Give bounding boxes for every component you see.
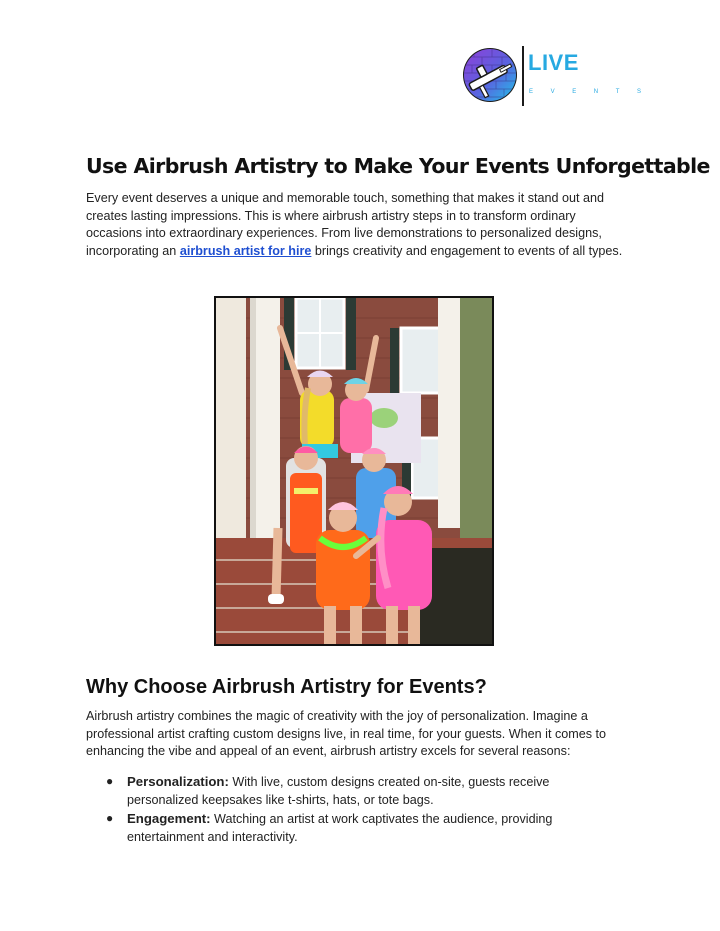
logo-letter: N bbox=[593, 89, 599, 95]
reason-label: Personalization: bbox=[127, 774, 229, 789]
intro-text-end: brings creativity and engagement to events of all types. bbox=[311, 243, 623, 258]
logo-letter: V bbox=[550, 89, 555, 95]
logo-letter: S bbox=[636, 89, 641, 95]
section-paragraph: Airbrush artistry combines the magic of creativity with the joy of personalization. Imagine a professional artist crafting custom designs live, in real time, for your guests. When it comes to enhancing the vibe and appeal of an event, airbrush artistry excels for several reasons: bbox=[86, 709, 607, 759]
logo-letter: E bbox=[529, 89, 534, 95]
bullet-icon: ● bbox=[106, 811, 114, 826]
logo-word: LIVE bbox=[528, 50, 579, 75]
event-photo bbox=[214, 296, 494, 646]
reason-text: Watching an artist at work captivates the audience, providing entertainment and interactivity. bbox=[127, 812, 553, 844]
reasons-list bbox=[86, 773, 616, 847]
list-item bbox=[86, 810, 616, 846]
logo-letter: T bbox=[615, 89, 620, 95]
reason-label: Engagement: bbox=[127, 811, 211, 827]
group-photo-illustration bbox=[216, 298, 492, 644]
page-title: Use Airbrush Artistry to Make Your Events Unforgettable bbox=[86, 154, 710, 178]
list-item bbox=[86, 773, 616, 809]
intro-text-start: Every event deserves a unique and memorable touch, something that makes it stand out and creates lasting impressions. This is where airbrush artistry steps in to transform ordinary occasions into extraordinary experiences. From live demonstrations to personalized designs, incorporating an bbox=[86, 191, 605, 258]
reason-text: With live, custom designs created on-site, guests receive personalized keepsakes like t-shirts, hats, or tote bags. bbox=[127, 775, 550, 807]
airbrush-gun-logo-icon bbox=[462, 47, 518, 103]
logo-divider bbox=[522, 46, 524, 106]
section-heading: Why Choose Airbrush Artistry for Events? bbox=[86, 676, 487, 698]
intro-paragraph bbox=[86, 190, 634, 260]
logo-subword bbox=[529, 89, 641, 95]
live-events-logo bbox=[462, 44, 642, 110]
logo-letter: E bbox=[572, 89, 577, 95]
bullet-icon: ● bbox=[106, 774, 114, 788]
airbrush-artist-link[interactable]: airbrush artist for hire bbox=[179, 243, 312, 258]
